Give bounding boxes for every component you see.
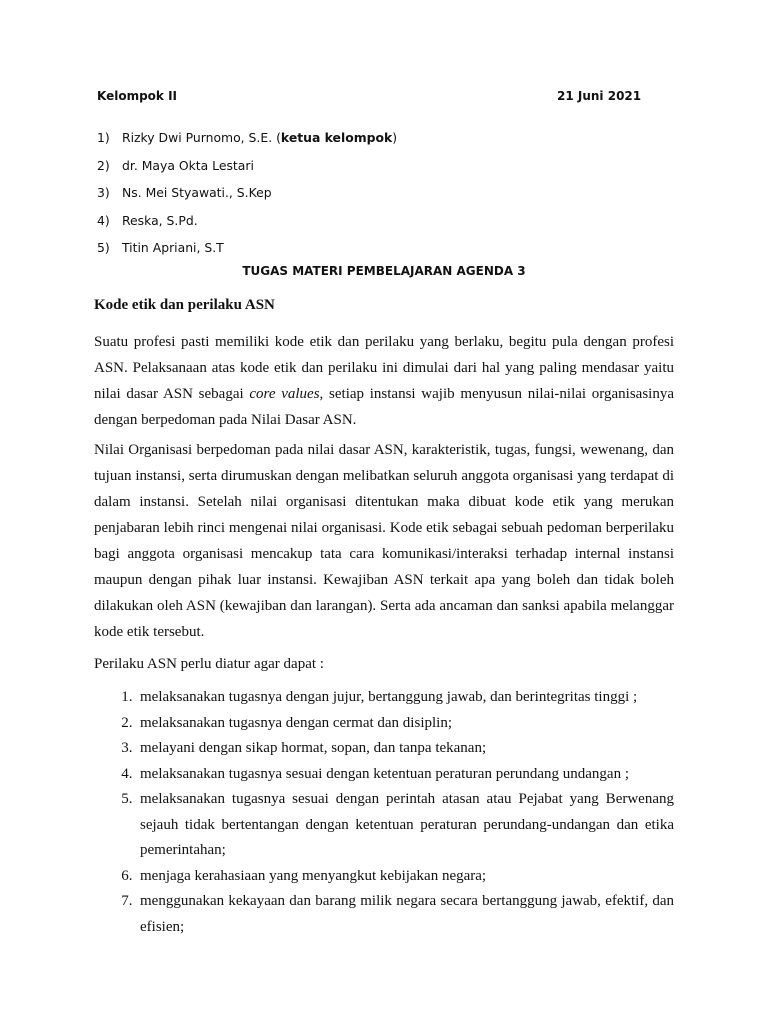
date-label: 21 Juni 2021 — [557, 89, 642, 103]
member-item — [97, 124, 397, 152]
paragraph-organization-values: Nilai Organisasi berpedoman pada nilai dasar ASN, karakteristik, tugas, fungsi, wewenang, dan tujuan instansi, serta dirumuskan dengan melibatkan seluruh anggota organisasi yang terdapat di dalam instansi. Setelah nilai organisasi ditentukan maka dibuat kode etik yang merukan penjabaran lebih rinci mengenai nilai organisasi. Kode etik sebagai sebuah pedoman berperilaku bagi anggota organisasi mencakup tata cara komunikasi/interaksi terhadap internal instansi maupun dengan pihak luar instansi. Kewajiban ASN terkait apa yang boleh dan tidak boleh dilakukan oleh ASN (kewajiban dan larangan). Serta ada ancaman dan sanksi apabila melanggar kode etik tersebut. — [94, 442, 674, 640]
member-number: 2) — [97, 157, 110, 173]
list-text: menjaga kerahasiaan yang menyangkut kebijakan negara; — [140, 867, 487, 884]
list-text: melaksanakan tugasnya dengan cermat dan disiplin; — [140, 714, 452, 731]
member-number: 3) — [97, 185, 110, 201]
member-name: dr. Maya Okta Lestari — [122, 157, 254, 173]
list-number: 3. — [121, 740, 133, 756]
member-number: 4) — [97, 212, 110, 228]
list-text: melaksanakan tugasnya dengan jujur, bertanggung jawab, dan berintegritas tinggi ; — [140, 689, 638, 705]
list-item — [94, 685, 674, 711]
member-number: 5) — [97, 240, 110, 256]
list-number: 6. — [121, 867, 133, 884]
list-item — [94, 787, 674, 864]
member-name: Reska, S.Pd. — [122, 212, 198, 228]
paragraph-italic-text: core values — [249, 386, 320, 402]
member-item — [97, 152, 397, 180]
list-item — [94, 864, 674, 890]
member-item — [97, 207, 397, 235]
list-item — [94, 889, 674, 940]
list-item — [94, 762, 674, 788]
member-name-suffix: ) — [392, 130, 398, 146]
member-name: Ns. Mei Styawati., S.Kep — [122, 185, 272, 201]
paragraph-text: , setiap instansi wajib menyusun nilai-nilai organisasinya dengan berpedoman pada Nilai Dasar ASN. — [94, 386, 675, 428]
list-text: melayani dengan sikap hormat, sopan, dan tanpa tekanan; — [140, 740, 487, 756]
group-label: Kelompok II — [97, 89, 178, 103]
document-title: TUGAS MATERI PEMBELAJARAN AGENDA 3 — [242, 264, 526, 278]
list-item — [94, 711, 674, 737]
list-text: melaksanakan tugasnya sesuai dengan perintah atasan atau Pejabat yang Berwenang sejauh tidak bertentangan dengan ketentuan peraturan perundang-undangan dan etika pemerintahan; — [140, 791, 674, 858]
member-item — [97, 179, 397, 207]
paragraph-text: Suatu profesi pasti memiliki kode etik dan perilaku yang berlaku, begitu pula dengan profesi ASN. Pelaksanaan atas kode etik dan perilaku ini dimulai dari hal yang paling mendasar yaitu nilai dasar ASN sebagai — [94, 334, 674, 402]
member-list — [97, 124, 397, 262]
member-name: Titin Apriani, S.T — [122, 240, 224, 256]
member-item — [97, 234, 397, 262]
list-item — [94, 736, 674, 762]
member-number: 1) — [97, 130, 110, 146]
paragraph-behavior-intro: Perilaku ASN perlu diatur agar dapat : — [94, 656, 324, 672]
list-number: 1. — [121, 689, 133, 705]
member-role: ketua kelompok — [280, 130, 393, 146]
list-number: 7. — [121, 893, 133, 909]
list-number: 5. — [121, 791, 133, 807]
behavior-list — [94, 685, 674, 940]
list-text: menggunakan kekayaan dan barang milik negara secara bertanggung jawab, efektif, dan efisien; — [140, 893, 674, 935]
section-title: Kode etik dan perilaku ASN — [94, 297, 275, 313]
list-number: 4. — [121, 765, 133, 782]
member-name: Rizky Dwi Purnomo, S.E. ( — [122, 130, 281, 146]
list-number: 2. — [121, 714, 133, 731]
paragraph-core-values — [94, 329, 674, 433]
list-text: melaksanakan tugasnya sesuai dengan ketentuan peraturan perundang undangan ; — [140, 765, 629, 782]
